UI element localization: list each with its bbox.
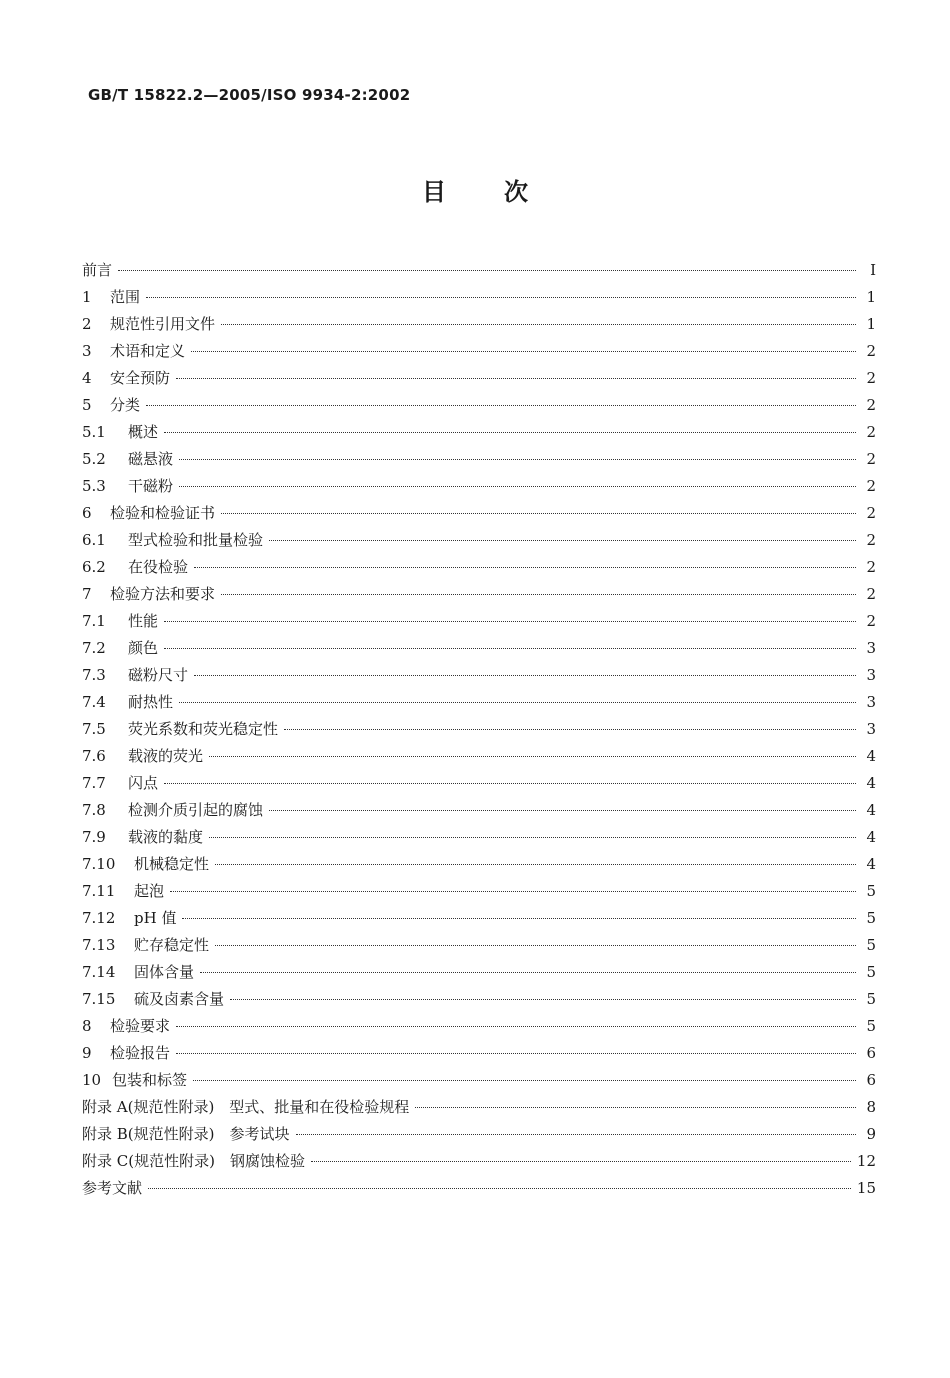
toc-leader-dots [179,702,856,703]
toc-entry-label: 干磁粉 [128,477,174,495]
toc-leader-dots [221,594,856,595]
toc-entry-label: 附录 A(规范性附录) 型式、批量和在役检验规程 [82,1098,410,1116]
toc-entry[interactable] [82,581,876,608]
toc-leader-dots [415,1107,856,1108]
toc-entry[interactable] [82,473,876,500]
toc-entry[interactable] [82,554,876,581]
toc-leader-dots [118,270,856,271]
toc-entry[interactable] [82,878,876,905]
toc-leader-dots [194,675,856,676]
toc-leader-dots [215,864,856,865]
toc-entry[interactable] [82,635,876,662]
toc-entry-page: 2 [866,477,876,495]
toc-entry-number: 7.14 [82,963,116,981]
toc-entry-label: 附录 B(规范性附录) 参考试块 [82,1125,290,1143]
toc-entry[interactable] [82,662,876,689]
toc-entry-label: 在役检验 [128,558,189,576]
toc-entry[interactable] [82,419,876,446]
toc-entry[interactable] [82,959,876,986]
toc-entry[interactable] [82,770,876,797]
toc-entry-number: 2 [82,315,92,333]
toc-leader-dots [221,513,856,514]
toc-entry-number: 7.3 [82,666,106,684]
toc-entry-number: 6.2 [82,558,106,576]
toc-entry-label: 范围 [110,288,141,306]
toc-entry-label: 检测介质引起的腐蚀 [128,801,264,819]
toc-entry-label: 术语和定义 [110,342,186,360]
toc-entry-label: 检验报告 [110,1044,171,1062]
toc-leader-dots [200,972,856,973]
toc-entry[interactable] [82,689,876,716]
toc-entry-page: 2 [866,450,876,468]
toc-entry-label: 分类 [110,396,141,414]
toc-leader-dots [221,324,856,325]
toc-entry-page: 2 [866,396,876,414]
toc-entry-page: 4 [866,801,876,819]
toc-leader-dots [164,783,856,784]
toc-leader-dots [164,648,856,649]
toc-leader-dots [284,729,856,730]
toc-entry-page: 6 [866,1044,876,1062]
toc-entry[interactable] [82,743,876,770]
toc-entry[interactable] [82,446,876,473]
toc-entry-number: 5.1 [82,423,106,441]
toc-leader-dots [296,1134,857,1135]
toc-leader-dots [148,1188,851,1189]
toc-leader-dots [146,297,856,298]
toc-entry-page: 2 [866,612,876,630]
toc-entry-label: 检验和检验证书 [110,504,216,522]
toc-entry-label: 载液的黏度 [128,828,204,846]
toc-entry-label: 磁粉尺寸 [128,666,189,684]
toc-entry-page: 1 [866,315,876,333]
toc-entry-number: 7.12 [82,909,116,927]
toc-entry-page: 4 [866,747,876,765]
toc-entry-label: 固体含量 [134,963,195,981]
toc-entry[interactable] [82,311,876,338]
toc-entry-number: 7.4 [82,693,106,711]
table-of-contents [82,257,876,1202]
toc-leader-dots [193,1080,856,1081]
toc-entry-page: 5 [866,990,876,1008]
toc-leader-dots [170,891,856,892]
toc-entry[interactable] [82,824,876,851]
toc-entry-number: 7.7 [82,774,106,792]
toc-leader-dots [209,756,856,757]
toc-entry-label: 概述 [128,423,159,441]
toc-entry[interactable] [82,1121,876,1148]
toc-entry-number: 7 [82,585,92,603]
toc-entry-page: 2 [866,558,876,576]
toc-entry-number: 7.9 [82,828,106,846]
toc-entry-page: 4 [866,774,876,792]
toc-entry-page: 9 [866,1125,876,1143]
toc-entry-page: 2 [866,369,876,387]
toc-entry-page: 3 [866,693,876,711]
toc-entry-page: 5 [866,909,876,927]
toc-leader-dots [176,1026,856,1027]
toc-entry-label: 贮存稳定性 [134,936,210,954]
toc-entry[interactable] [82,1040,876,1067]
toc-leader-dots [164,432,856,433]
toc-entry-label: 耐热性 [128,693,174,711]
toc-entry[interactable] [82,1013,876,1040]
toc-entry-page: 3 [866,720,876,738]
toc-entry-page: 3 [866,666,876,684]
toc-entry-page: 4 [866,828,876,846]
toc-entry-label: 荧光系数和荧光稳定性 [128,720,279,738]
toc-entry-label: 闪点 [128,774,159,792]
toc-entry-number: 8 [82,1017,92,1035]
toc-entry-number: 7.5 [82,720,106,738]
toc-entry[interactable] [82,905,876,932]
toc-leader-dots [209,837,856,838]
toc-entry-number: 5.3 [82,477,106,495]
document-code: GB/T 15822.2—2005/ISO 9934-2:2002 [88,86,411,104]
toc-entry-label: 起泡 [134,882,165,900]
toc-entry-number: 5 [82,396,92,414]
toc-entry[interactable] [82,284,876,311]
toc-entry-label: 前言 [82,261,113,279]
toc-entry-number: 6.1 [82,531,106,549]
toc-leader-dots [146,405,856,406]
toc-entry[interactable] [82,851,876,878]
toc-leader-dots [176,1053,856,1054]
toc-entry-page: 6 [866,1071,876,1089]
toc-leader-dots [215,945,856,946]
toc-leader-dots [230,999,856,1000]
toc-entry[interactable] [82,257,876,284]
toc-entry-page: 15 [856,1179,876,1197]
toc-entry-page: 2 [866,585,876,603]
toc-entry-number: 10 [82,1071,102,1089]
toc-entry-label: 参考文献 [82,1179,143,1197]
toc-entry-page: 12 [856,1152,876,1170]
toc-entry[interactable] [82,986,876,1013]
toc-entry-page: 5 [866,936,876,954]
toc-entry-number: 3 [82,342,92,360]
toc-entry-label: 机械稳定性 [134,855,210,873]
toc-entry-page: 1 [866,288,876,306]
toc-entry-page: 5 [866,882,876,900]
toc-entry-label: 硫及卤素含量 [134,990,225,1008]
toc-entry-page: 5 [866,1017,876,1035]
toc-entry-number: 1 [82,288,92,306]
toc-entry-number: 5.2 [82,450,106,468]
toc-entry-number: 4 [82,369,92,387]
toc-entry-label: 颜色 [128,639,159,657]
toc-entry-label: pH 值 [134,909,177,927]
toc-leader-dots [191,351,856,352]
toc-entry[interactable] [82,392,876,419]
toc-entry[interactable] [82,716,876,743]
toc-entry-label: 性能 [128,612,159,630]
toc-entry-page: I [870,261,876,279]
toc-entry-label: 包装和标签 [112,1071,188,1089]
toc-entry-number: 7.15 [82,990,116,1008]
toc-entry-page: 4 [866,855,876,873]
toc-leader-dots [164,621,856,622]
toc-entry-number: 7.11 [82,882,116,900]
toc-entry[interactable] [82,365,876,392]
toc-leader-dots [269,810,856,811]
toc-leader-dots [194,567,856,568]
toc-entry-number: 6 [82,504,92,522]
toc-title: 目次 [422,178,586,206]
toc-entry-number: 7.8 [82,801,106,819]
toc-entry-label: 型式检验和批量检验 [128,531,264,549]
toc-entry[interactable] [82,608,876,635]
toc-entry[interactable] [82,1094,876,1121]
toc-entry[interactable] [82,1148,876,1175]
toc-entry[interactable] [82,1175,876,1202]
toc-leader-dots [269,540,856,541]
toc-entry-number: 7.6 [82,747,106,765]
toc-entry-label: 检验要求 [110,1017,171,1035]
toc-leader-dots [179,486,856,487]
toc-entry-page: 2 [866,531,876,549]
toc-entry-label: 检验方法和要求 [110,585,216,603]
toc-leader-dots [176,378,856,379]
toc-entry-number: 7.13 [82,936,116,954]
toc-entry[interactable] [82,1067,876,1094]
toc-entry-label: 安全预防 [110,369,171,387]
toc-entry-page: 8 [866,1098,876,1116]
toc-entry[interactable] [82,338,876,365]
toc-entry-page: 3 [866,639,876,657]
toc-entry-page: 2 [866,342,876,360]
toc-entry-page: 2 [866,504,876,522]
toc-entry[interactable] [82,527,876,554]
toc-entry-page: 5 [866,963,876,981]
toc-entry[interactable] [82,500,876,527]
toc-leader-dots [182,918,856,919]
toc-entry-number: 7.1 [82,612,106,630]
toc-entry-label: 规范性引用文件 [110,315,216,333]
toc-entry-number: 7.2 [82,639,106,657]
toc-entry-number: 7.10 [82,855,116,873]
toc-leader-dots [179,459,856,460]
toc-leader-dots [311,1161,851,1162]
toc-entry-label: 磁悬液 [128,450,174,468]
toc-entry[interactable] [82,797,876,824]
toc-entry-number: 9 [82,1044,92,1062]
toc-entry-label: 载液的荧光 [128,747,204,765]
toc-entry-page: 2 [866,423,876,441]
toc-entry-label: 附录 C(规范性附录) 钢腐蚀检验 [82,1152,305,1170]
toc-entry[interactable] [82,932,876,959]
